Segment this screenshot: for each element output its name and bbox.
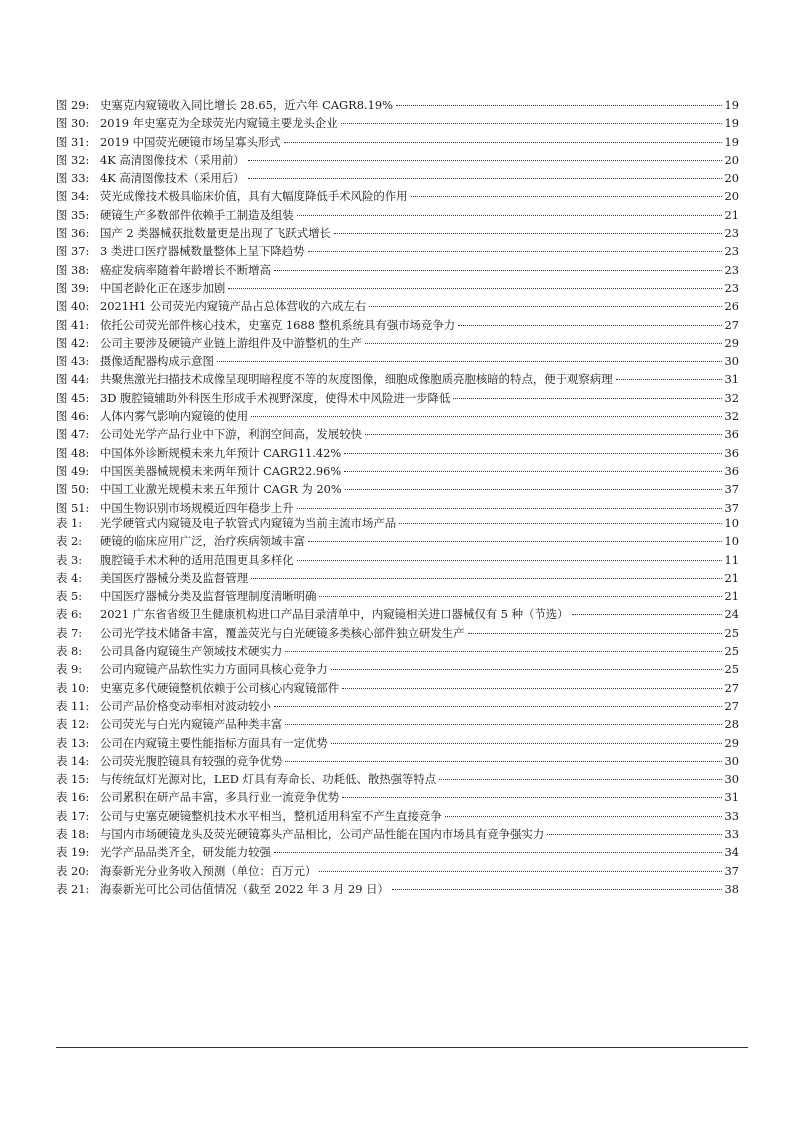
dot-leader bbox=[248, 160, 722, 161]
table-entry-page: 34 bbox=[724, 845, 739, 860]
figure-index bbox=[56, 96, 739, 517]
table-entry[interactable] bbox=[56, 624, 739, 642]
figure-entry-page: 29 bbox=[724, 335, 739, 350]
figure-entry-label: 图 43: bbox=[56, 354, 90, 369]
table-entry-page: 30 bbox=[724, 753, 739, 768]
figure-entry[interactable] bbox=[56, 334, 739, 352]
table-entry-label: 表 9: bbox=[56, 662, 83, 677]
dot-leader bbox=[453, 398, 721, 399]
table-entry-title: 与国内市场硬镜龙头及荧光硬镜寡头产品相比，公司产品性能在国内市场具有竞争强实力 bbox=[100, 827, 545, 842]
table-entry-title: 光学产品品类齐全，研发能力较强 bbox=[100, 845, 271, 860]
table-entry-label: 表 18: bbox=[56, 827, 90, 842]
dot-leader bbox=[285, 761, 721, 762]
figure-entry[interactable] bbox=[56, 316, 739, 334]
dot-leader bbox=[331, 669, 722, 670]
table-entry-label: 表 10: bbox=[56, 680, 90, 695]
dot-leader bbox=[334, 233, 722, 234]
figure-entry-label: 图 46: bbox=[56, 409, 90, 424]
table-entry-title: 公司与史塞克硬镜整机技术水平相当，整机适用科室不产生直接竞争 bbox=[100, 808, 442, 823]
table-entry[interactable] bbox=[56, 880, 739, 898]
dot-leader bbox=[274, 706, 722, 707]
figure-entry-page: 27 bbox=[724, 317, 739, 332]
dot-leader bbox=[319, 596, 721, 597]
footer-rule bbox=[56, 1047, 748, 1048]
table-entry-label: 表 11: bbox=[56, 698, 90, 713]
figure-entry-title: 中国工业激光规模未来五年预计 CAGR 为 20% bbox=[100, 482, 342, 497]
figure-entry-page: 32 bbox=[724, 409, 739, 424]
table-entry[interactable] bbox=[56, 843, 739, 861]
table-entry[interactable] bbox=[56, 532, 739, 550]
figure-entry-page: 32 bbox=[724, 390, 739, 405]
table-entry-page: 33 bbox=[724, 827, 739, 842]
figure-entry-label: 图 45: bbox=[56, 390, 90, 405]
figure-entry-label: 图 34: bbox=[56, 189, 90, 204]
dot-leader bbox=[228, 288, 721, 289]
dot-leader bbox=[342, 688, 721, 689]
figure-entry[interactable] bbox=[56, 151, 739, 169]
dot-leader bbox=[344, 453, 721, 454]
figure-entry-label: 图 33: bbox=[56, 171, 90, 186]
dot-leader bbox=[411, 196, 722, 197]
dot-leader bbox=[345, 489, 722, 490]
table-entry[interactable] bbox=[56, 642, 739, 660]
figure-entry[interactable] bbox=[56, 407, 739, 425]
figure-entry-label: 图 49: bbox=[56, 463, 90, 478]
figure-entry-page: 23 bbox=[724, 244, 739, 259]
table-entry-page: 21 bbox=[724, 589, 739, 604]
table-entry-label: 表 17: bbox=[56, 808, 90, 823]
table-entry-page: 31 bbox=[724, 790, 739, 805]
figure-entry-page: 23 bbox=[724, 262, 739, 277]
figure-entry-title: 公司处光学产品行业中下游，利润空间高，发展较快 bbox=[100, 427, 362, 442]
table-entry-label: 表 15: bbox=[56, 772, 90, 787]
dot-leader bbox=[341, 123, 722, 124]
dot-leader bbox=[308, 251, 722, 252]
table-entry-title: 公司在内窥镜主要性能指标方面具有一定优势 bbox=[100, 735, 328, 750]
dot-leader bbox=[248, 178, 722, 179]
table-entry-page: 25 bbox=[724, 662, 739, 677]
table-entry[interactable] bbox=[56, 715, 739, 733]
table-entry[interactable] bbox=[56, 551, 739, 569]
figure-entry-title: 中国生物识别市场规模近四年稳步上升 bbox=[100, 500, 294, 515]
figure-entry-label: 图 38: bbox=[56, 262, 90, 277]
figure-entry-page: 36 bbox=[724, 463, 739, 478]
table-entry-title: 美国医疗器械分类及监督管理 bbox=[100, 570, 249, 585]
figure-entry-title: 中国医美器械规模未来两年预计 CAGR22.96% bbox=[100, 463, 342, 478]
figure-entry-title: 2019 年史塞克为全球荧光内窥镜主要龙头企业 bbox=[100, 116, 338, 131]
figure-entry[interactable] bbox=[56, 206, 739, 224]
table-entry-title: 公司荧光与白光内窥镜产品种类丰富 bbox=[100, 717, 283, 732]
figure-entry[interactable] bbox=[56, 425, 739, 443]
figure-entry[interactable] bbox=[56, 133, 739, 151]
table-entry[interactable] bbox=[56, 660, 739, 678]
table-entry-title: 公司荧光腹腔镜具有较强的竞争优势 bbox=[100, 753, 283, 768]
table-entry[interactable] bbox=[56, 807, 739, 825]
table-entry-label: 表 20: bbox=[56, 863, 90, 878]
figure-entry-title: 癌症发病率随着年龄增长不断增高 bbox=[100, 262, 271, 277]
table-entry-title: 公司内窥镜产品软性实力方面同具核心竞争力 bbox=[100, 662, 328, 677]
figure-entry-label: 图 36: bbox=[56, 226, 90, 241]
figure-entry-label: 图 48: bbox=[56, 445, 90, 460]
dot-leader bbox=[217, 361, 722, 362]
figure-entry-label: 图 50: bbox=[56, 482, 90, 497]
table-entry-title: 硬镜的临床应用广泛，治疗疾病领域丰富 bbox=[100, 534, 306, 549]
table-entry[interactable] bbox=[56, 734, 739, 752]
figure-entry-page: 19 bbox=[724, 116, 739, 131]
figure-entry-title: 3D 腹腔镜辅助外科医生形成手术视野深度，使得术中风险进一步降低 bbox=[100, 390, 451, 405]
table-entry-title: 海泰新光分业务收入预测（单位：百万元） bbox=[100, 863, 317, 878]
table-entry-label: 表 7: bbox=[56, 625, 83, 640]
figure-entry-page: 19 bbox=[724, 134, 739, 149]
figure-entry-page: 20 bbox=[724, 152, 739, 167]
dot-leader bbox=[297, 560, 722, 561]
table-entry-label: 表 19: bbox=[56, 845, 90, 860]
figure-entry-title: 摄像适配器构成示意图 bbox=[100, 354, 214, 369]
figure-entry-title: 荧光成像技术极具临床价值，具有大幅度降低手术风险的作用 bbox=[100, 189, 408, 204]
dot-leader bbox=[297, 215, 722, 216]
table-entry-page: 25 bbox=[724, 625, 739, 640]
figure-entry-title: 4K 高清图像技术（采用后） bbox=[100, 171, 245, 186]
table-entry-label: 表 1: bbox=[56, 516, 83, 530]
table-entry-title: 与传统氙灯光源对比，LED 灯具有寿命长、功耗低、散热强等特点 bbox=[100, 772, 437, 787]
figure-entry-label: 图 44: bbox=[56, 372, 90, 387]
table-entry-label: 表 6: bbox=[56, 607, 83, 622]
table-entry-title: 腹腔镜手术术种的适用范围更具多样化 bbox=[100, 552, 294, 567]
table-entry-page: 29 bbox=[724, 735, 739, 750]
figure-entry-title: 公司主要涉及硬镜产业链上游组件及中游整机的生产 bbox=[100, 335, 362, 350]
figure-entry[interactable] bbox=[56, 114, 739, 132]
dot-leader bbox=[342, 797, 721, 798]
table-entry-label: 表 4: bbox=[56, 570, 83, 585]
dot-leader bbox=[274, 270, 722, 271]
figure-entry-title: 依托公司荧光部件核心技术，史塞克 1688 整机系统具有强市场竞争力 bbox=[100, 317, 456, 332]
figure-entry-page: 37 bbox=[724, 500, 739, 515]
table-entry-title: 海泰新光可比公司估值情况（截至 2022 年 3 月 29 日） bbox=[100, 881, 389, 896]
dot-leader bbox=[308, 541, 721, 542]
figure-entry-page: 20 bbox=[724, 171, 739, 186]
table-entry-title: 公司累积在研产品丰富，多具行业一流竞争优势 bbox=[100, 790, 340, 805]
table-entry-title: 公司光学技术储备丰富，覆盖荧光与白光硬镜多类核心部件独立研发生产 bbox=[100, 625, 465, 640]
table-entry-title: 光学硬管式内窥镜及电子软管式内窥镜为当前主流市场产品 bbox=[100, 516, 397, 530]
dot-leader bbox=[572, 614, 722, 615]
figure-entry[interactable] bbox=[56, 261, 739, 279]
figure-entry-label: 图 40: bbox=[56, 299, 90, 314]
table-entry-page: 27 bbox=[724, 698, 739, 713]
figure-entry[interactable] bbox=[56, 96, 739, 114]
figure-entry-page: 36 bbox=[724, 427, 739, 442]
table-entry-title: 公司具备内窥镜生产领域技术硬实力 bbox=[100, 644, 283, 659]
figure-entry-title: 硬镜生产多数部件依赖手工制造及组装 bbox=[100, 207, 294, 222]
dot-leader bbox=[251, 416, 721, 417]
table-entry[interactable] bbox=[56, 752, 739, 770]
figure-entry-page: 37 bbox=[724, 482, 739, 497]
figure-entry[interactable] bbox=[56, 352, 739, 370]
table-entry-label: 表 8: bbox=[56, 644, 83, 659]
figure-entry-label: 图 51: bbox=[56, 500, 90, 515]
figure-entry[interactable] bbox=[56, 169, 739, 187]
table-entry[interactable] bbox=[56, 587, 739, 605]
dot-leader bbox=[365, 434, 722, 435]
table-entry-page: 28 bbox=[724, 717, 739, 732]
figure-entry[interactable] bbox=[56, 462, 739, 480]
table-entry[interactable] bbox=[56, 605, 739, 623]
figure-entry-page: 26 bbox=[724, 299, 739, 314]
dot-leader bbox=[369, 306, 721, 307]
table-entry-page: 25 bbox=[724, 644, 739, 659]
figure-entry-title: 4K 高清图像技术（采用前） bbox=[100, 152, 245, 167]
dot-leader bbox=[399, 523, 721, 524]
figure-entry-label: 图 41: bbox=[56, 317, 90, 332]
figure-entry[interactable] bbox=[56, 370, 739, 388]
table-entry-label: 表 14: bbox=[56, 753, 90, 768]
table-entry-label: 表 13: bbox=[56, 735, 90, 750]
dot-leader bbox=[616, 379, 722, 380]
table-entry-label: 表 2: bbox=[56, 534, 83, 549]
table-entry-page: 33 bbox=[724, 808, 739, 823]
figure-entry[interactable] bbox=[56, 389, 739, 407]
dot-leader bbox=[365, 343, 722, 344]
figure-entry-page: 21 bbox=[724, 207, 739, 222]
figure-entry-label: 图 42: bbox=[56, 335, 90, 350]
dot-leader bbox=[319, 871, 721, 872]
figure-entry-title: 人体内雾气影响内窥镜的使用 bbox=[100, 409, 249, 424]
figure-entry-page: 31 bbox=[724, 372, 739, 387]
table-entry[interactable] bbox=[56, 788, 739, 806]
figure-entry-label: 图 39: bbox=[56, 280, 90, 295]
figure-entry[interactable] bbox=[56, 480, 739, 498]
figure-entry-page: 20 bbox=[724, 189, 739, 204]
figure-entry[interactable] bbox=[56, 444, 739, 462]
figure-entry-title: 3 类进口医疗器械数量整体上呈下降趋势 bbox=[100, 244, 305, 259]
figure-entry[interactable] bbox=[56, 224, 739, 242]
dot-leader bbox=[284, 142, 722, 143]
table-entry[interactable] bbox=[56, 862, 739, 880]
figure-entry-title: 2021H1 公司荧光内窥镜产品占总体营收的六成左右 bbox=[100, 299, 367, 314]
figure-entry-label: 图 32: bbox=[56, 152, 90, 167]
dot-leader bbox=[396, 105, 722, 106]
table-entry-page: 37 bbox=[724, 863, 739, 878]
table-entry[interactable] bbox=[56, 569, 739, 587]
table-entry-label: 表 16: bbox=[56, 790, 90, 805]
dot-leader bbox=[331, 743, 722, 744]
table-entry-page: 38 bbox=[724, 881, 739, 896]
figure-entry-page: 36 bbox=[724, 445, 739, 460]
figure-entry-title: 国产 2 类器械获批数量更是出现了飞跃式增长 bbox=[100, 226, 331, 241]
dot-leader bbox=[285, 724, 721, 725]
dot-leader bbox=[297, 508, 722, 509]
table-entry-label: 表 12: bbox=[56, 717, 90, 732]
table-entry-page: 24 bbox=[724, 607, 739, 622]
figure-entry[interactable] bbox=[56, 279, 739, 297]
figure-entry-title: 史塞克内窥镜收入同比增长 28.65，近六年 CAGR8.19% bbox=[100, 98, 393, 112]
figure-entry-page: 23 bbox=[724, 226, 739, 241]
table-entry-label: 表 3: bbox=[56, 552, 83, 567]
table-entry-title: 史塞克多代硬镜整机依赖于公司核心内窥镜部件 bbox=[100, 680, 340, 695]
dot-leader bbox=[285, 651, 721, 652]
dot-leader bbox=[445, 816, 722, 817]
table-entry[interactable] bbox=[56, 697, 739, 715]
figure-entry-title: 中国老龄化正在逐步加剧 bbox=[100, 280, 226, 295]
table-entry[interactable] bbox=[56, 514, 739, 532]
figure-entry-title: 中国体外诊断规模未来九年预计 CARG11.42% bbox=[100, 445, 342, 460]
figure-entry-page: 23 bbox=[724, 280, 739, 295]
figure-entry-label: 图 37: bbox=[56, 244, 90, 259]
dot-leader bbox=[439, 779, 721, 780]
figure-entry-page: 30 bbox=[724, 354, 739, 369]
figure-entry[interactable] bbox=[56, 297, 739, 315]
table-entry-page: 10 bbox=[724, 516, 739, 530]
figure-entry[interactable] bbox=[56, 187, 739, 205]
table-entry-title: 2021 广东省省级卫生健康机构进口产品目录清单中，内窥镜相关进口器械仅有 5 种（节选） bbox=[100, 607, 569, 622]
figure-entry-label: 图 47: bbox=[56, 427, 90, 442]
figure-entry-page: 19 bbox=[724, 98, 739, 112]
table-index bbox=[56, 514, 739, 898]
figure-entry-label: 图 29: bbox=[56, 98, 90, 112]
table-entry-page: 30 bbox=[724, 772, 739, 787]
table-entry[interactable] bbox=[56, 770, 739, 788]
figure-entry-title: 2019 中国荧光硬镜市场呈寡头形式 bbox=[100, 134, 281, 149]
table-entry-page: 27 bbox=[724, 680, 739, 695]
table-entry-title: 公司产品价格变动率相对波动较小 bbox=[100, 698, 271, 713]
table-entry-title: 中国医疗器械分类及监督管理制度清晰明确 bbox=[100, 589, 317, 604]
table-entry-page: 11 bbox=[724, 552, 739, 567]
figure-entry-label: 图 31: bbox=[56, 134, 90, 149]
dot-leader bbox=[547, 834, 721, 835]
table-entry-label: 表 21: bbox=[56, 881, 90, 896]
figure-entry-label: 图 30: bbox=[56, 116, 90, 131]
table-entry[interactable] bbox=[56, 679, 739, 697]
dot-leader bbox=[344, 471, 721, 472]
table-entry-page: 10 bbox=[724, 534, 739, 549]
dot-leader bbox=[392, 889, 722, 890]
table-entry-page: 21 bbox=[724, 570, 739, 585]
figure-entry-label: 图 35: bbox=[56, 207, 90, 222]
figure-entry-title: 共聚焦激光扫描技术成像呈现明暗程度不等的灰度图像，细胞成像胞质亮胞核暗的特点，便于观察病理 bbox=[100, 372, 613, 387]
dot-leader bbox=[274, 852, 722, 853]
table-entry[interactable] bbox=[56, 825, 739, 843]
table-entry-label: 表 5: bbox=[56, 589, 83, 604]
dot-leader bbox=[251, 578, 721, 579]
figure-entry[interactable] bbox=[56, 242, 739, 260]
dot-leader bbox=[458, 325, 721, 326]
dot-leader bbox=[468, 633, 722, 634]
